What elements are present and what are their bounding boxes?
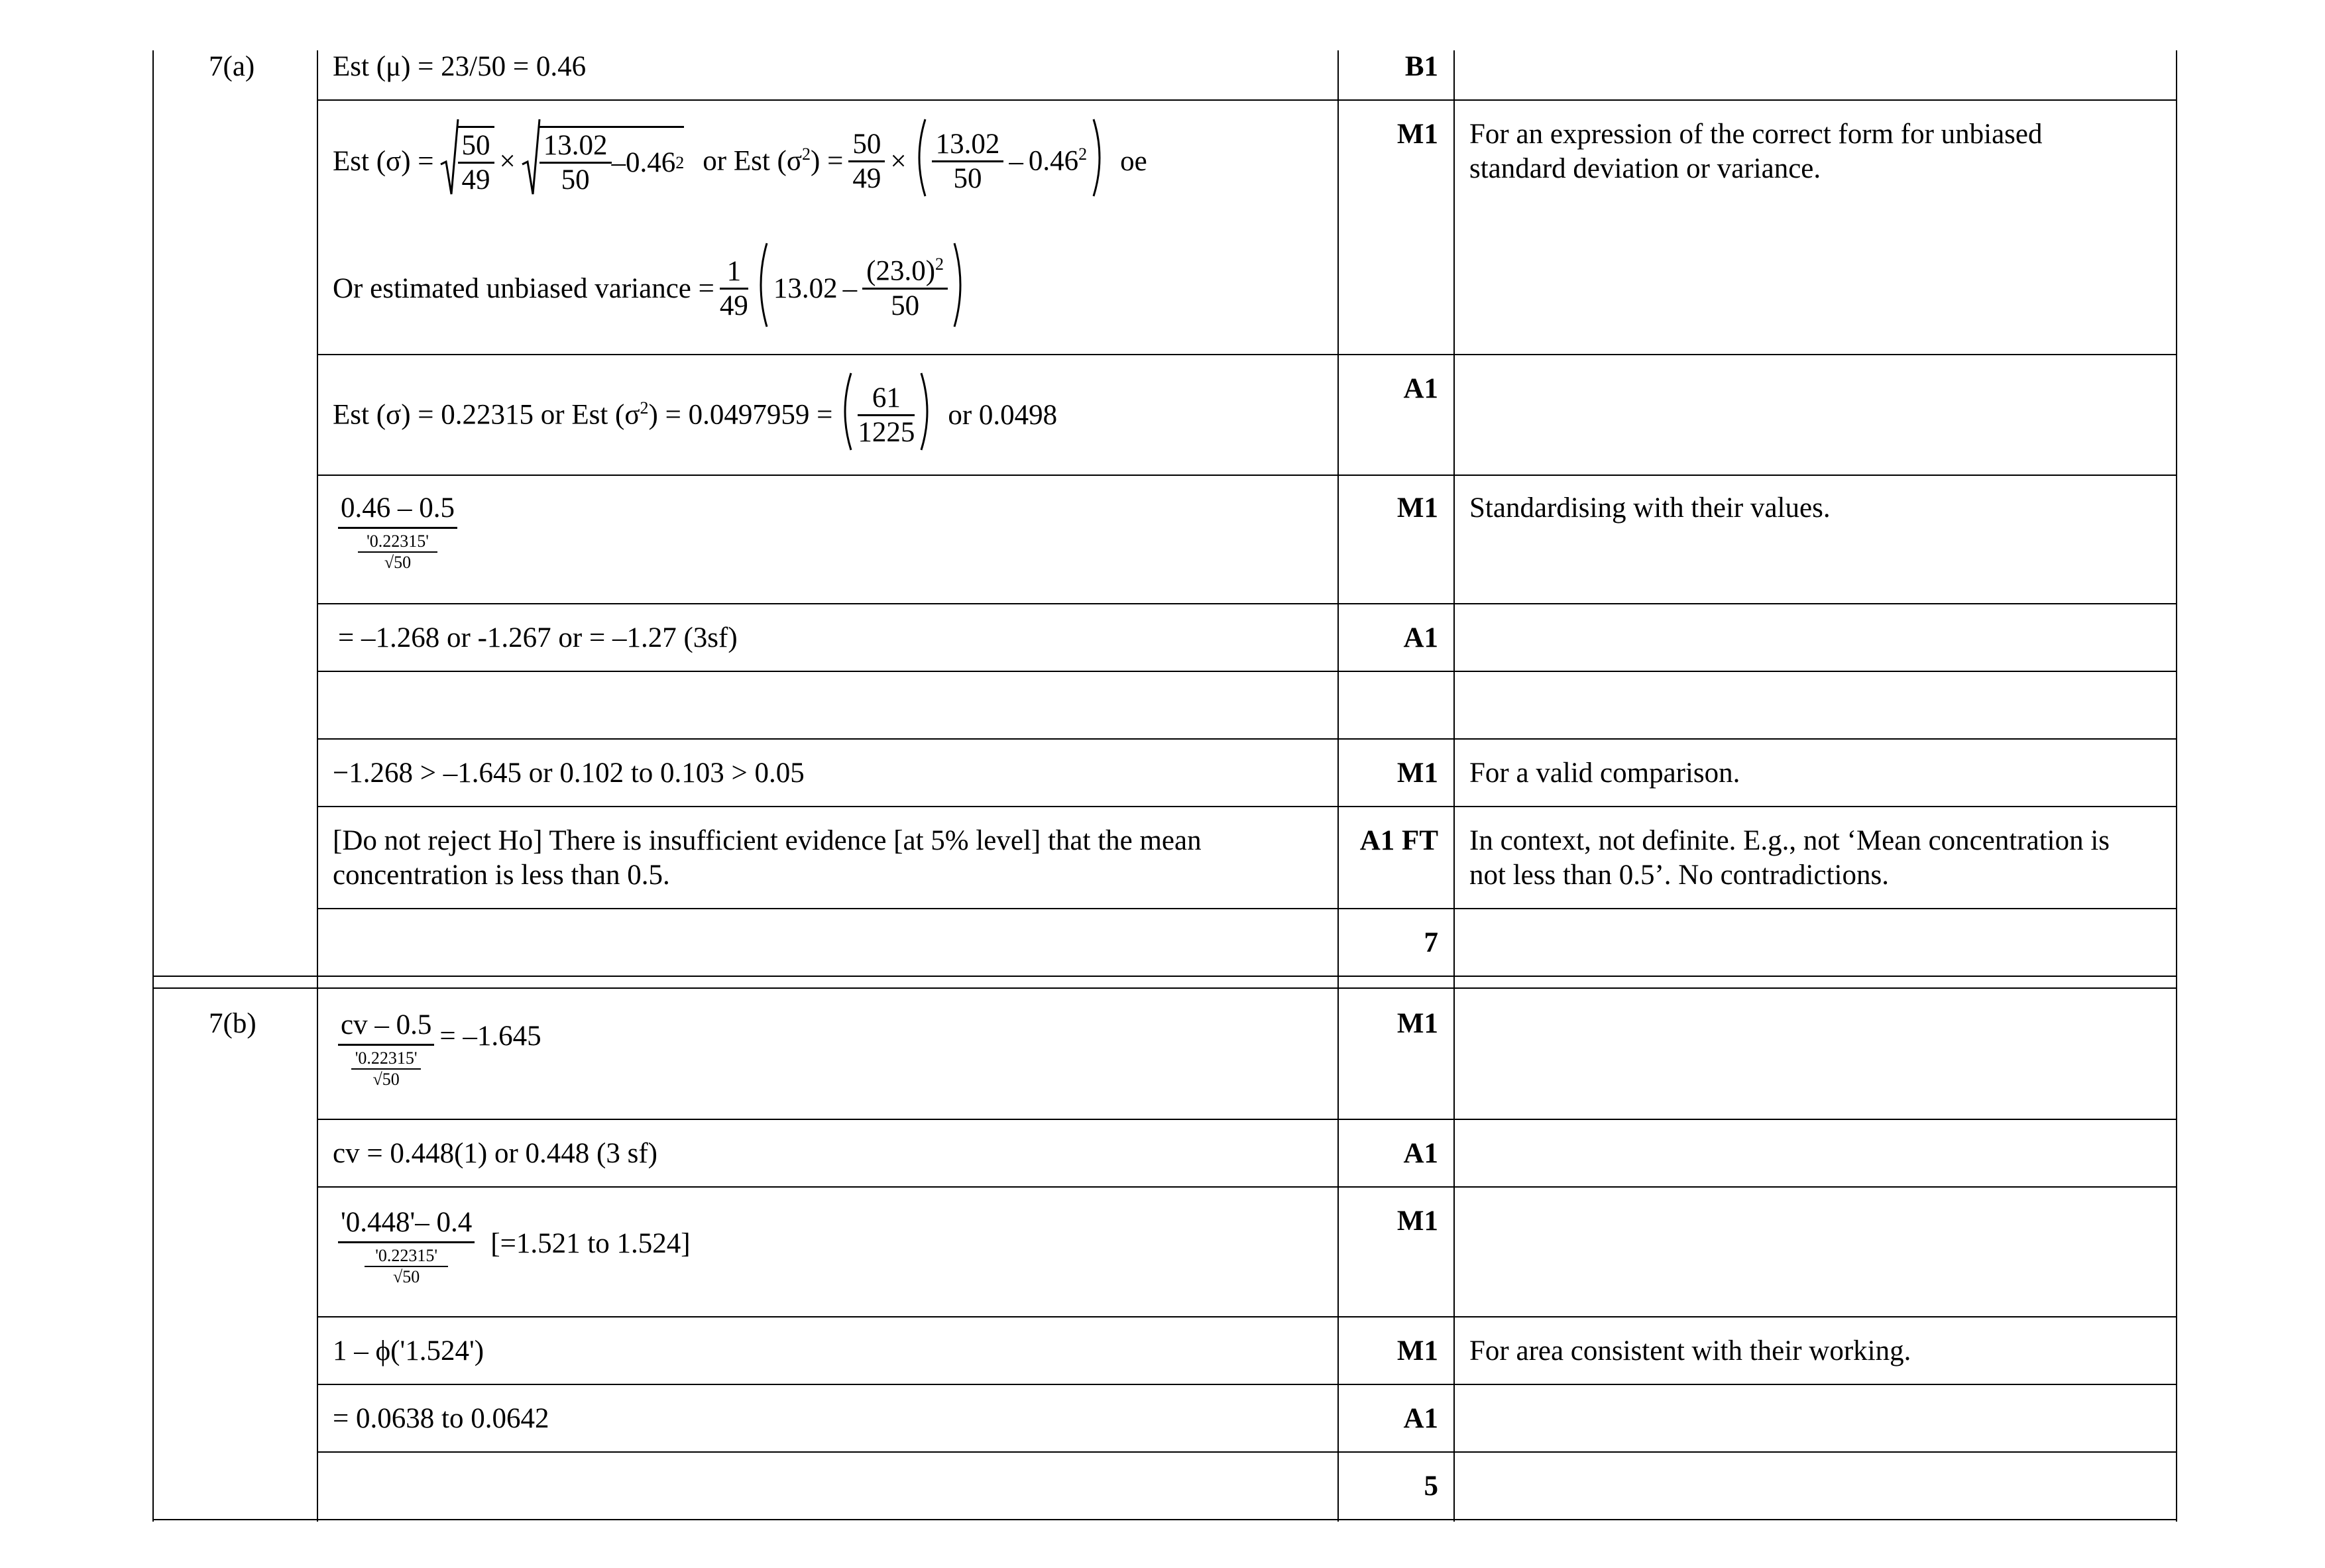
- row-divider: [317, 1119, 2177, 1120]
- row-divider: [317, 671, 2177, 672]
- fraction-denominator: 50: [561, 164, 590, 196]
- or-est-var-close: ) =: [811, 145, 844, 177]
- guidance-text: Standardising with their values.: [1469, 492, 1831, 524]
- oe-text: oe: [1120, 145, 1147, 177]
- mean-value: 0.46: [1028, 145, 1079, 177]
- sum-sq-fraction: [539, 129, 612, 196]
- exact-fraction: [858, 382, 915, 449]
- cv-rhs: = –1.645: [439, 1020, 541, 1052]
- est-value-mid: ) = 0.0497959 =: [648, 399, 833, 431]
- answer-text: cv = 0.448(1) or 0.448 (3 sf): [333, 1138, 657, 1169]
- unbiased-variance-expression: [333, 245, 973, 331]
- guidance-text: For an expression of the correct form for unbiased: [1469, 119, 2043, 150]
- answer-text: −1.268 > –1.645 or 0.102 to 0.103 > 0.05: [333, 757, 805, 789]
- fraction-numerator: 13.02: [932, 128, 1004, 162]
- est-value-expression: [333, 372, 1062, 457]
- row-divider: [317, 1316, 2177, 1317]
- sum-x: (23.0): [866, 255, 936, 287]
- fraction-numerator: '0.448'– 0.4: [338, 1206, 475, 1243]
- mark-code: A1: [1403, 1138, 1438, 1169]
- row-divider: [317, 1384, 2177, 1385]
- fraction-denominator: 49: [852, 162, 881, 194]
- standardise-fraction: [338, 492, 457, 573]
- answer-text: = –1.268 or -1.267 or = –1.27 (3sf): [338, 622, 738, 653]
- mark-code: M1: [1396, 119, 1438, 150]
- sqrt-symbol: [521, 118, 541, 205]
- table-border-left: [152, 50, 154, 1522]
- cv-fraction: [338, 1009, 434, 1090]
- table-border-bottom: [152, 1519, 2177, 1520]
- row-divider: [317, 806, 2177, 807]
- row-divider: [317, 354, 2177, 355]
- est-sigma-prefix: Est (σ) =: [333, 145, 434, 177]
- sd-over-root-n: [338, 1246, 475, 1287]
- times-sign: ×: [499, 145, 516, 177]
- mark-code: M1: [1396, 1008, 1438, 1039]
- row-divider: [317, 1186, 2177, 1188]
- mark-code: A1: [1403, 373, 1438, 404]
- sd-value: '0.22315': [358, 532, 437, 553]
- fraction-denominator: 49: [461, 164, 490, 196]
- mark-code: M1: [1396, 757, 1438, 789]
- est-value-prefix: [333, 398, 832, 431]
- mark-code: A1: [1403, 1403, 1438, 1434]
- left-paren: [838, 372, 852, 459]
- root-n: √50: [384, 553, 412, 572]
- z-range: [=1.521 to 1.524]: [490, 1227, 691, 1259]
- mark-code: A1: [1403, 622, 1438, 653]
- row-divider: [317, 99, 2177, 101]
- mark-code: M1: [1396, 1205, 1438, 1237]
- answer-text: 1 – ϕ('1.524'): [333, 1335, 484, 1367]
- minus-sign: –: [611, 147, 626, 178]
- table-border-right: [2176, 50, 2177, 1522]
- guidance-text: not less than 0.5’. No contradictions.: [1469, 860, 1889, 891]
- fraction-numerator: cv – 0.5: [338, 1009, 434, 1046]
- column-divider-marks: [1453, 50, 1455, 1522]
- fraction-numerator: 13.02: [539, 129, 612, 164]
- fraction-numerator: [862, 254, 948, 289]
- sqrt-fraction: [458, 126, 494, 196]
- left-paren: [754, 242, 768, 335]
- mean-value-sq: [1029, 144, 1087, 177]
- row-divider: [317, 738, 2177, 740]
- guidance-text: For a valid comparison.: [1469, 757, 1740, 789]
- mark-code: M1: [1396, 492, 1438, 524]
- n-ratio-fraction: [848, 128, 885, 195]
- one-over-49: [720, 255, 748, 322]
- row-divider: [317, 475, 2177, 476]
- minus-sign: –: [1009, 145, 1023, 177]
- section-divider-top: [152, 976, 2177, 977]
- est-sigma-expression: [333, 118, 1153, 204]
- or-est-var-text: or Est (σ: [703, 145, 803, 177]
- sd-value: '0.22315': [351, 1048, 421, 1070]
- critical-value-expression: [338, 1009, 547, 1090]
- left-paren: [912, 118, 927, 205]
- times-sign: ×: [890, 145, 907, 177]
- row-divider: [317, 908, 2177, 909]
- mark-code: A1 FT: [1359, 825, 1438, 856]
- mean-value: 0.46: [626, 147, 676, 178]
- total-marks: 5: [1424, 1471, 1438, 1502]
- answer-text: [Do not reject Ho] There is insufficient evidence [at 5% level] that the mean: [333, 825, 1202, 856]
- answer-text: concentration is less than 0.5.: [333, 860, 670, 891]
- exponent: 2: [802, 144, 811, 164]
- total-marks: 7: [1424, 927, 1438, 958]
- fraction-denominator: 1225: [858, 416, 915, 448]
- answer-text: = 0.0638 to 0.0642: [333, 1403, 549, 1434]
- fraction-denominator: 50: [891, 290, 920, 321]
- exponent: 2: [1078, 144, 1088, 164]
- sd-over-root-n: [338, 532, 457, 573]
- exponent: 2: [935, 254, 944, 274]
- fraction-denominator: 49: [719, 290, 748, 321]
- mark-code: M1: [1396, 1335, 1438, 1367]
- fraction-numerator: 50: [458, 129, 494, 164]
- sum-sq-value: 13.02: [773, 272, 838, 304]
- column-divider-answer: [1337, 50, 1339, 1522]
- row-divider: [317, 603, 2177, 604]
- sd-over-root-n: [338, 1048, 434, 1090]
- minus-sign: –: [842, 272, 858, 304]
- guidance-text: standard deviation or variance.: [1469, 153, 1821, 184]
- sum-x-sq-fraction: [862, 254, 948, 321]
- root-n: √50: [392, 1267, 420, 1286]
- answer-text: Est (μ) = 23/50 = 0.46: [333, 51, 587, 82]
- fraction-numerator: 1: [720, 255, 748, 290]
- z-value-expression: [338, 1206, 696, 1287]
- fraction-numerator: 61: [858, 382, 915, 416]
- column-divider-question: [317, 50, 318, 1522]
- est-value-prefix-text: Est (σ) = 0.22315 or Est (σ: [333, 399, 640, 431]
- fraction-denominator: 50: [953, 162, 982, 194]
- fraction-numerator: 50: [848, 128, 885, 162]
- exponent: 2: [640, 398, 649, 418]
- guidance-text: For area consistent with their working.: [1469, 1335, 1911, 1367]
- standardise-expression: [338, 492, 463, 573]
- right-paren: [920, 372, 935, 459]
- sqrt-symbol: [439, 118, 459, 205]
- right-paren: [953, 242, 968, 335]
- question-label: 7(b): [209, 1008, 256, 1039]
- fraction-numerator: 0.46 – 0.5: [338, 492, 457, 529]
- or-unbiased-text: Or estimated unbiased variance =: [333, 272, 714, 304]
- row-divider: [317, 1451, 2177, 1453]
- sum-sq-fraction: [932, 128, 1004, 195]
- question-label: 7(a): [209, 51, 255, 82]
- section-divider-bottom: [152, 987, 2177, 989]
- exponent: 2: [675, 152, 685, 172]
- root-n: √50: [372, 1070, 400, 1089]
- sd-value: '0.22315': [365, 1246, 448, 1267]
- right-paren: [1092, 118, 1107, 205]
- sqrt-contents: [539, 126, 685, 196]
- or-est-var: [703, 144, 843, 177]
- z-fraction: [338, 1206, 475, 1287]
- mark-code: B1: [1404, 51, 1438, 82]
- est-value-suffix: or 0.0498: [948, 399, 1058, 431]
- guidance-text: In context, not definite. E.g., not ‘Mean concentration is: [1469, 825, 2110, 856]
